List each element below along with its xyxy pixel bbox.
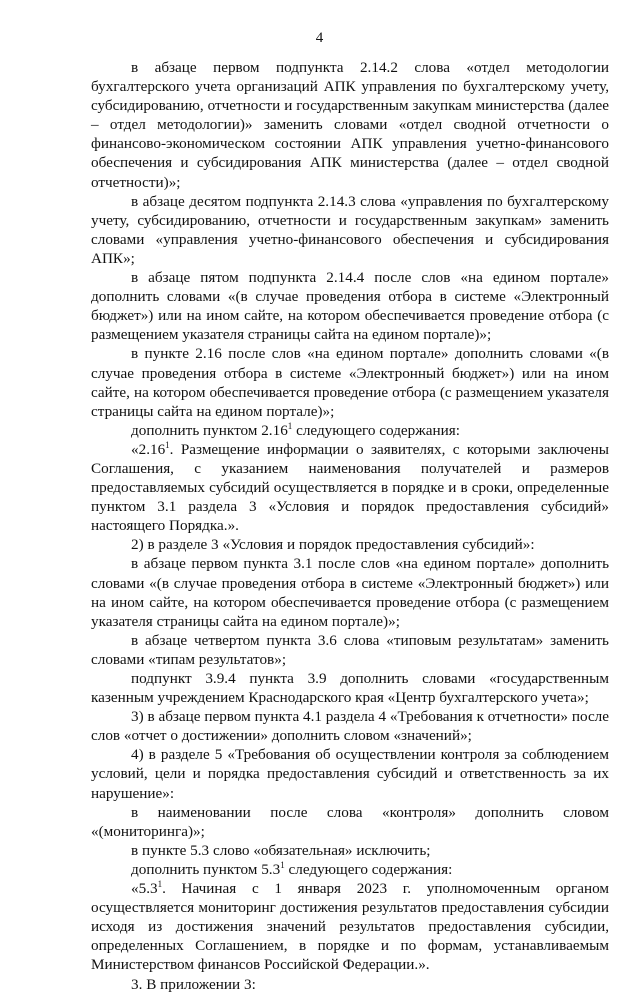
paragraph-text: «2.16	[131, 440, 166, 458]
superscript: 1	[287, 420, 293, 431]
paragraph: 3. В приложении 3:	[131, 975, 256, 993]
paragraph-text: . Размещение информации о заявителях, с которыми заключены Соглашения, с указанием наименования получателей и размеров предоставляемых субсидий осуществляется в порядке и в сроки, определенные пунктом 3.1 раздела 3 «Условия и порядок предоставления субсидий» настоящего Порядка.».	[91, 440, 609, 535]
paragraph: в пункте 5.3 слово «обязательная» исключить;	[131, 841, 431, 859]
paragraph-text: дополнить пунктом 5.3	[131, 860, 281, 878]
paragraph: в абзаце пятом подпункта 2.14.4 после слов «на едином портале» дополнить словами «(в случае проведения отбора в системе «Электронный бюджет») или на ином сайте, на котором обеспечивается проведение отбора (с размещением указателя страницы сайта на едином портале)»;	[91, 269, 609, 344]
superscript: 1	[157, 878, 163, 889]
paragraph-text: дополнить пунктом 2.16	[131, 421, 288, 439]
paragraph: в абзаце первом подпункта 2.14.2 слова «отдел методологии бухгалтерского учета организаций АПК управления по бухгалтерскому учету, субсидированию, отчетности и государственным закупкам министерства (далее – отдел методологии)» заменить словами «отдел сводной отчетности о финансово-экономическом состоянии АПК управления учетно-финансового обеспечения и субсидирования АПК министерства (далее – отдел сводной отчетности)»;	[91, 59, 609, 191]
paragraph-text: следующего содержания:	[284, 860, 453, 878]
paragraph-text: следующего содержания:	[292, 421, 460, 439]
paragraph: 4) в разделе 5 «Требования об осуществлении контроля за соблюдением условий, цели и порядка предоставления субсидий и ответственность за их нарушение»:	[91, 746, 609, 802]
paragraph	[91, 421, 609, 440]
paragraph	[91, 860, 609, 879]
paragraph: в пункте 2.16 после слов «на едином портале» дополнить словами «(в случае проведения отбора в системе «Электронный бюджет») или на ином сайте, на котором обеспечивается проведение отбора (с размещением указателя страницы сайта на едином портале)»;	[91, 345, 609, 420]
paragraph: 3) в абзаце первом пункта 4.1 раздела 4 «Требования к отчетности» после слов «отчет о достижении» дополнить словом «значений»;	[91, 708, 609, 745]
paragraph: в абзаце четвертом пункта 3.6 слова «типовым результатам» заменить словами «типам результатов»;	[91, 631, 609, 668]
paragraph: в абзаце первом пункта 3.1 после слов «на едином портале» дополнить словами «(в случае проведения отбора в системе «Электронный бюджет») или на ином сайте, на котором обеспечивается проведение отбора (с размещением указателя страницы сайта на едином портале)»;	[91, 555, 609, 630]
paragraph	[91, 879, 609, 974]
superscript: 1	[165, 439, 170, 450]
paragraph-text: «5.3	[131, 880, 158, 898]
paragraph: подпункт 3.9.4 пункта 3.9 дополнить словами «государственным казенным учреждением Краснодарского края «Центр бухгалтерского учета»;	[91, 670, 609, 707]
page-number: 4	[315, 30, 324, 46]
superscript: 1	[280, 859, 285, 870]
paragraph: 2) в разделе 3 «Условия и порядок предоставления субсидий»:	[131, 536, 535, 554]
paragraph: в абзаце десятом подпункта 2.14.3 слова «управления по бухгалтерскому учету, субсидированию, отчетности и государственным закупкам» заменить словами «управления учетно-финансового обеспечения и субсидирования АПК»;	[91, 192, 609, 267]
paragraph: в наименовании после слова «контроля» дополнить словом «(мониторинга)»;	[91, 803, 609, 840]
paragraph-text: . Начиная с 1 января 2023 г. уполномоченным органом осуществляется мониторинг достижения результатов предоставления субсидии исходя из достижения значений результатов предоставления субсидии, определенных Соглашением, в порядке и по формам, устанавливаемым Министерством финансов Российской Федерации.».	[91, 880, 609, 974]
paragraph	[91, 440, 609, 535]
